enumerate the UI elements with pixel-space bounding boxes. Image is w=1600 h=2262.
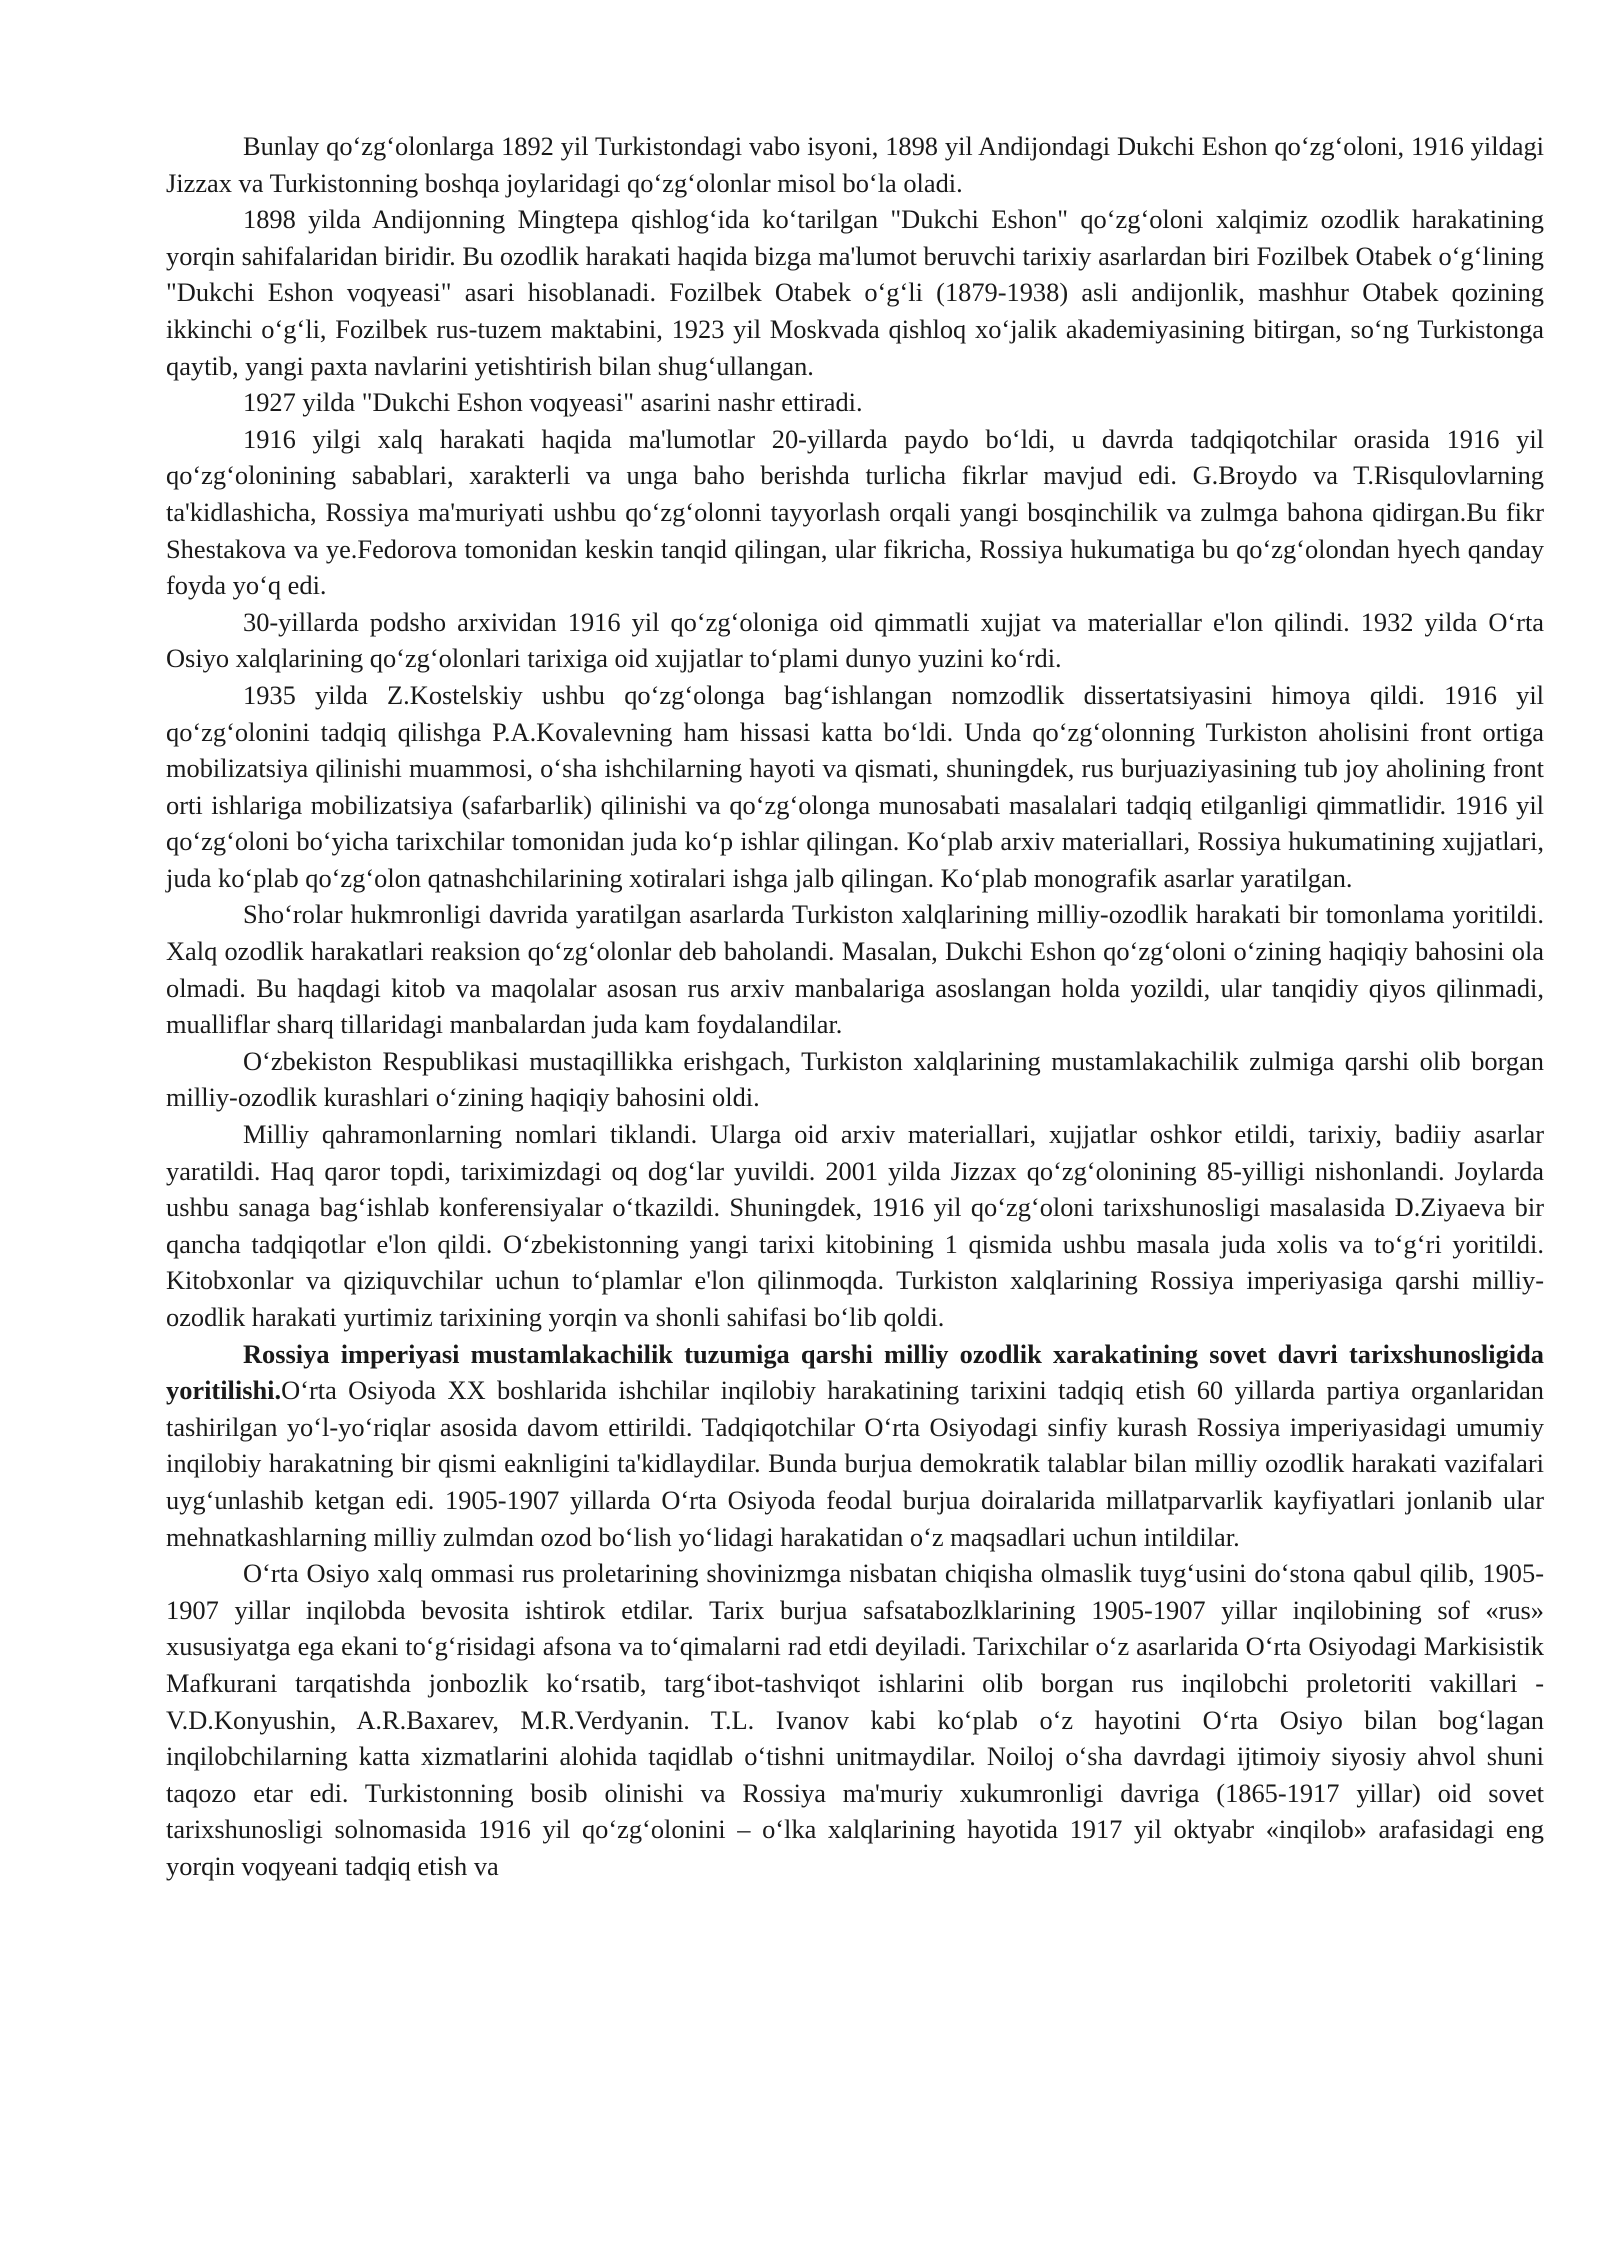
section-heading: Rossiya imperiyasi mustamlakachilik tuzumiga qarshi milliy ozodlik xarakatining sovet davri tarixshunosligida yoritilishi.	[166, 1338, 1544, 1406]
paragraph: 1916 yilgi xalq harakati haqida ma'lumotlar 20-yillarda paydo bo‘ldi, u davrda tadqiqotchilar orasida 1916 yil qo‘zg‘olonining sabablari, xarakterli va unga baho berishda turlicha fikrlar mavjud edi. G.Broydo va T.Risqulovlarning ta'kidlashicha, Rossiya ma'muriyati ushbu qo‘zg‘olonni tayyorlash orqali yangi bosqinchilik va zulmga bahona qidirgan.Bu fikr Shestakova va ye.Fedorova tomonidan keskin tanqid qilingan, ular fikricha, Rossiya hukumatiga bu qo‘zg‘olondan hyech qanday foyda yo‘q edi.	[166, 423, 1544, 601]
paragraph: 30-yillarda podsho arxividan 1916 yil qo‘zg‘oloniga oid qimmatli xujjat va materiallar e'lon qilindi. 1932 yilda O‘rta Osiyo xalqlarining qo‘zg‘olonlari tarixiga oid xujjatlar to‘plami dunyo yuzini ko‘rdi.	[166, 606, 1544, 674]
paragraph: O‘rta Osiyo xalq ommasi rus proletarining shovinizmga nisbatan chiqisha olmaslik tuyg‘usini do‘stona qabul qilib, 1905-1907 yillar inqilobda bevosita ishtirok etdilar. Tarix burjua safsatabozlklarining 1905-1907 yillar inqilobining sof «rus» xususiyatga ega ekani to‘g‘risidagi afsona va to‘qimalarni rad etdi deyiladi. Tarixchilar o‘z asarlarida O‘rta Osiyodagi Markisistik Mafkurani tarqatishda jonbozlik ko‘rsatib, targ‘ibot-tashviqot ishlarini olib borgan rus inqilobchi proletoriti vakillari - V.D.Konyushin, A.R.Baxarev, M.R.Verdyanin. T.L. Ivanov kabi ko‘plab o‘z hayotini O‘rta Osiyo bilan bog‘lagan inqilobchilarning katta xizmatlarini alohida taqidlab o‘tishni unitmaydilar. Noiloj o‘sha davrdagi ijtimoiy siyosiy ahvol shuni taqozo etar edi. Turkistonning bosib olinishi va Rossiya ma'muriy xukumronligi davriga (1865-1917 yillar) oid sovet tarixshunosligi solnomasida 1916 yil qo‘zg‘olonini – o‘lka xalqlarining hayotida 1917 yil oktyabr «inqilob» arafasidagi eng yorqin voqyeani tadqiq etish va	[166, 1558, 1544, 1881]
document-page	[166, 128, 1544, 1885]
paragraph: Sho‘rolar hukmronligi davrida yaratilgan asarlarda Turkiston xalqlarining milliy-ozodlik harakati bir tomonlama yoritildi. Xalq ozodlik harakatlari reaksion qo‘zg‘olonlar deb baholandi. Masalan, Dukchi Eshon qo‘zg‘oloni o‘zining haqiqiy bahosini ola olmadi. Bu haqdagi kitob va maqolalar asosan rus arxiv manbalariga asoslangan holda yozildi, ular tanqidiy qiyos qilinmadi, mualliflar sharq tillaridagi manbalardan juda kam foydalandilar.	[166, 899, 1544, 1040]
paragraph: Milliy qahramonlarning nomlari tiklandi. Ularga oid arxiv materiallari, xujjatlar oshkor etildi, tarixiy, badiiy asarlar yaratildi. Haq qaror topdi, tariximizdagi oq dog‘lar yuvildi. 2001 yilda Jizzax qo‘zg‘olonining 85-yilligi nishonlandi. Joylarda ushbu sanaga bag‘ishlab konferensiyalar o‘tkazildi. Shuningdek, 1916 yil qo‘zg‘oloni tarixshunosligi masalasida D.Ziyaeva bir qancha tadqiqotlar e'lon qildi. O‘zbekistonning yangi tarixi kitobining 1 qismida ushbu masala juda xolis va to‘g‘ri yoritildi. Kitobxonlar va qiziquvchilar uchun to‘plamlar e'lon qilinmoqda. Turkiston xalqlarining Rossiya imperiyasiga qarshi milliy-ozodlik harakati yurtimiz tarixining yorqin va shonli sahifasi bo‘lib qoldi.	[166, 1119, 1544, 1332]
paragraph: 1898 yilda Andijonning Mingtepa qishlog‘ida ko‘tarilgan "Dukchi Eshon" qo‘zg‘oloni xalqimiz ozodlik harakatining yorqin sahifalaridan biridir. Bu ozodlik harakati haqida bizga ma'lumot beruvchi tarixiy asarlardan biri Fozilbek Otabek o‘g‘lining "Dukchi Eshon voqyeasi" asari hisoblanadi. Fozilbek Otabek o‘g‘li (1879-1938) asli andijonlik, mashhur Otabek qozining ikkinchi o‘g‘li, Fozilbek rus-tuzem maktabini, 1923 yil Moskvada qishloq xo‘jalik akademiyasining bitirgan, so‘ng Turkistonga qaytib, yangi paxta navlarini yetishtirish bilan shug‘ullangan.	[166, 204, 1544, 381]
section-paragraph	[166, 1336, 1544, 1556]
paragraph: 1927 yilda "Dukchi Eshon voqyeasi" asarini nashr ettiradi.	[243, 387, 863, 418]
paragraph: O‘zbekiston Respublikasi mustaqillikka erishgach, Turkiston xalqlarining mustamlakachilik zulmiga qarshi olib borgan milliy-ozodlik kurashlari o‘zining haqiqiy bahosini oldi.	[166, 1045, 1544, 1113]
section-heading-tail: O‘rta Osiyoda XX boshlarida ishchilar inqilobiy harakatining tarixini tadqiq etish 60 yillarda partiya organlaridan tashirilgan yo‘l-yo‘riqlar asosida davom ettirildi. Tadqiqotchilar O‘rta Osiyodagi sinfiy kurash Rossiya imperiyasidagi umumiy inqilobiy harakatning bir qismi eaknligini ta'kidlaydilar. Bunda burjua demokratik talablar bilan milliy ozodlik harakati vazifalari uyg‘unlashib ketgan edi. 1905-1907 yillarda O‘rta Osiyoda feodal burjua doiralarida millatparvarlik kayfiyatlari jonlanib ular mehnatkashlarning milliy zulmdan ozod bo‘lish yo‘lidagi harakatidan o‘z maqsadlari uchun intildilar.	[166, 1375, 1544, 1552]
paragraph: 1935 yilda Z.Kostelskiy ushbu qo‘zg‘olonga bag‘ishlangan nomzodlik dissertatsiyasini himoya qildi. 1916 yil qo‘zg‘olonini tadqiq qilishga P.A.Kovalevning ham hissasi katta bo‘ldi. Unda qo‘zg‘olonning Turkiston aholisini front ortiga mobilizatsiya qilinishi muammosi, o‘sha ishchilarning hayoti va qismati, shuningdek, rus burjuaziyasining tub joy aholining front orti ishlariga mobilizatsiya (safarbarlik) qilinishi va qo‘zg‘olonga munosabati masalalari tadqiq etilganligi qimmatlidir. 1916 yil qo‘zg‘oloni bo‘yicha tarixchilar tomonidan juda ko‘p ishlar qilingan. Ko‘plab arxiv materiallari, Rossiya hukumatining xujjatlari, juda ko‘plab qo‘zg‘olon qatnashchilarining xotiralari ishga jalb qilingan. Ko‘plab monografik asarlar yaratilgan.	[166, 679, 1544, 893]
paragraph: Bunlay qo‘zg‘olonlarga 1892 yil Turkistondagi vabo isyoni, 1898 yil Andijondagi Dukchi Eshon qo‘zg‘oloni, 1916 yildagi Jizzax va Turkistonning boshqa joylaridagi qo‘zg‘olonlar misol bo‘la oladi.	[166, 131, 1544, 198]
